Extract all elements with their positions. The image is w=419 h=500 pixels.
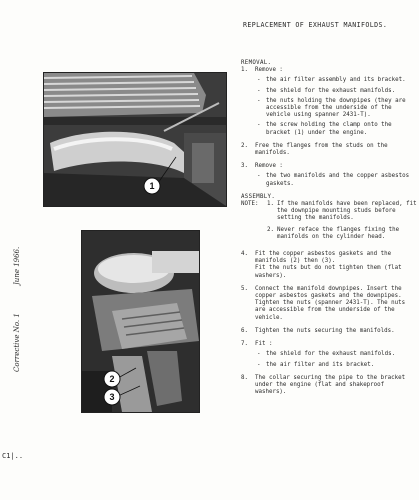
assembly-step-5 [241,286,417,322]
step-text: Remove : [255,163,283,170]
step-text: Tighten the nuts securing the manifolds. [255,327,395,334]
callout-3-label: 3 [109,392,115,402]
sub-item: - the air filter assembly and its bracket. [257,77,417,84]
assembly-heading: ASSEMBLY. [241,193,276,200]
note-label: NOTE: [241,201,259,208]
step-number: 6. [241,327,248,334]
callout-1-label: 1 [149,181,155,191]
step-text: Remove : [255,67,283,74]
sub-item-text: the shield for the exhaust manifolds. [266,351,396,358]
note-text: Never reface the flanges fixing the manifolds on the cylinder head. [277,226,400,240]
assembly-step-6 [241,328,417,335]
sub-item-text: the screw holding the clamp onto the bracket (1) under the engine. [266,122,392,136]
callout-2-label: 2 [109,374,115,384]
sub-item-text: the shield for the exhaust manifolds. [266,87,396,94]
step-text: Fit : [255,341,273,348]
step-number: 7. [241,341,248,348]
removal-step-2 [241,143,417,157]
step-number: 1. [241,67,248,74]
margin-date: June 1966. [13,246,21,285]
step-text: Free the flanges from the studs on the manifolds. [255,142,388,157]
removal-step-1 [241,67,417,137]
step-number: 2. [241,142,248,149]
assembly-step-4 [241,251,417,280]
sub-item: - the air filter and its bracket. [257,362,417,369]
assembly-note [241,201,417,245]
footer-mark: C1|.. [2,452,24,460]
step-number: 8. [241,374,248,381]
page-title: REPLACEMENT OF EXHAUST MANIFOLDS. [243,21,388,29]
sub-item: - the screw holding the clamp onto the bracket (1) under the engine. [257,122,417,136]
step-text: The collar securing the pipe to the bracket under the engine (flat and shakeproof washers). [255,374,406,396]
assembly-step-7 [241,341,417,369]
step-text: Connect the manifold downpipes. Insert the copper asbestos gaskets and the downpipes. Tighten the nuts (spanner 2431-T). The nuts are accessible from the underside of the vehicle. [255,285,406,321]
callout-1 [144,178,160,194]
step-number: 3. [241,163,248,170]
step-extra-text: Fit the nuts but do not tighten them (flat washers). [255,265,402,279]
note-text: If the manifolds have been replaced, fit the downpipe mounting studs before setting the manifolds. [277,201,417,222]
sub-item-text: the two manifolds and the copper asbestos gaskets. [266,173,410,187]
margin-corrective: Corrective No. 1 [13,313,21,372]
assembly-step-8 [241,375,417,397]
step-number: 5. [241,285,248,292]
note-item [267,227,417,241]
sub-item-text: the air filter and its bracket. [266,361,375,368]
sub-item: - the shield for the exhaust manifolds. [257,351,417,358]
sub-item: - the two manifolds and the copper asbestos gaskets. [257,173,417,187]
note-item [267,201,417,223]
sub-item: - the shield for the exhaust manifolds. [257,88,417,95]
instructions [241,60,417,402]
sub-item-text: the nuts holding the downpipes (they are accessible from the underside of the vehicle using spanner 2431-T). [266,97,406,119]
removal-step-3 [241,163,417,188]
callout-2 [104,371,120,387]
sub-item-text: the air filter assembly and its bracket. [266,77,406,84]
note-number: 2. [267,226,274,233]
step-text: Fit the copper asbestos gaskets and the manifolds (2) then (3). [255,251,392,265]
callout-3 [104,389,120,405]
step-number: 4. [241,251,248,258]
removal-heading: REMOVAL. [241,60,272,66]
sub-item: - the nuts holding the downpipes (they are accessible from the underside of the vehicle using spanner 2431-T). [257,98,417,120]
note-number: 1. [267,201,274,208]
